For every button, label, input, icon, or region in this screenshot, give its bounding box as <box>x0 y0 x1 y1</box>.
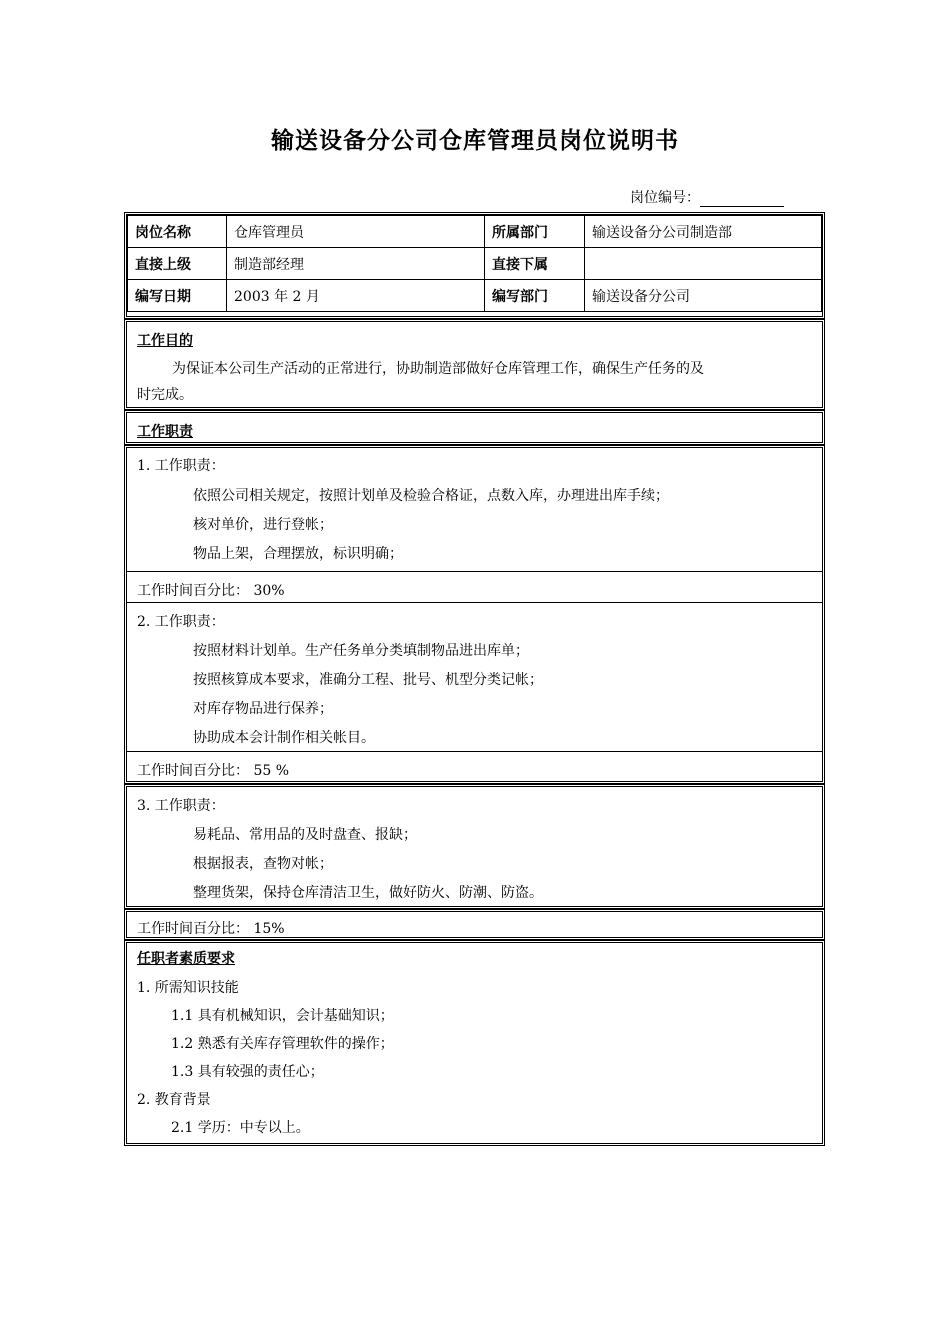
list-item: 1.1 具有机械知识，会计基础知识； <box>171 1008 394 1024</box>
duty-group-1-percent: 工作时间百分比： 30% <box>137 583 285 599</box>
duty-group-3-title: 3. 工作职责： <box>137 798 225 814</box>
job-number <box>630 187 784 207</box>
list-item: 根据报表，查物对帐； <box>193 856 333 872</box>
list-item: 1.2 熟悉有关库存管理软件的操作； <box>171 1036 394 1052</box>
list-item: 2.1 学历：中专以上。 <box>171 1120 310 1136</box>
duty-group-1-title: 1. 工作职责： <box>137 458 225 474</box>
date-value: 2003 年 2 月 <box>227 280 485 312</box>
author-dept-value: 输送设备分公司 <box>585 280 822 312</box>
duties-group-3-percent-box <box>124 909 825 940</box>
duty-group-2-percent: 工作时间百分比： 55 % <box>137 763 290 779</box>
duty-group-2-title: 2. 工作职责： <box>137 614 225 630</box>
list-item: 依照公司相关规定，按照计划单及检验合格证，点数入库，办理进出库手续； <box>193 488 669 504</box>
date-label: 编写日期 <box>128 280 227 312</box>
superior-label: 直接上级 <box>128 248 227 280</box>
duties-groups-1-2 <box>124 445 825 784</box>
knowledge-heading: 1. 所需知识技能 <box>137 980 239 996</box>
education-heading: 2. 教育背景 <box>137 1092 211 1108</box>
list-item: 物品上架，合理摆放，标识明确； <box>193 546 403 562</box>
dept-label: 所属部门 <box>485 216 585 248</box>
duties-heading: 工作职责 <box>137 424 193 440</box>
list-item: 易耗品、常用品的及时盘查、报缺； <box>193 827 417 843</box>
page-title: 输送设备分公司仓库管理员岗位说明书 <box>271 128 679 154</box>
dept-value: 输送设备分公司制造部 <box>585 216 822 248</box>
list-item: 协助成本会计制作相关帐目。 <box>193 730 375 746</box>
list-item: 1.3 具有较强的责任心； <box>171 1064 324 1080</box>
list-item: 整理货架，保持仓库清洁卫生，做好防火、防潮、防盗。 <box>193 885 543 901</box>
position-value: 仓库管理员 <box>227 216 485 248</box>
qualifications-section <box>124 940 825 1146</box>
job-number-blank[interactable] <box>700 192 784 207</box>
qualifications-heading: 任职者素质要求 <box>137 951 235 967</box>
divider <box>127 602 822 603</box>
subordinate-value <box>585 248 822 280</box>
list-item: 对库存物品进行保养； <box>193 701 333 717</box>
job-number-label: 岗位编号： <box>630 190 700 206</box>
purpose-text-line2: 时完成。 <box>137 387 193 403</box>
list-item: 按照核算成本要求，准确分工程、批号、机型分类记帐； <box>193 672 543 688</box>
position-label: 岗位名称 <box>128 216 227 248</box>
list-item: 按照材料计划单。生产任务单分类填制物品进出库单； <box>193 643 529 659</box>
duties-group-3 <box>124 784 825 909</box>
superior-value: 制造部经理 <box>227 248 485 280</box>
subordinate-label: 直接下属 <box>485 248 585 280</box>
duties-heading-box <box>124 410 825 445</box>
info-table <box>124 212 825 319</box>
purpose-text-line1: 为保证本公司生产活动的正常进行，协助制造部做好仓库管理工作，确保生产任务的及 <box>172 361 704 377</box>
divider <box>127 751 822 752</box>
duty-group-3-percent: 工作时间百分比： 15% <box>137 921 285 937</box>
list-item: 核对单价，进行登帐； <box>193 517 333 533</box>
author-dept-label: 编写部门 <box>485 280 585 312</box>
purpose-heading: 工作目的 <box>137 333 193 349</box>
divider <box>127 571 822 572</box>
purpose-section <box>124 319 825 410</box>
